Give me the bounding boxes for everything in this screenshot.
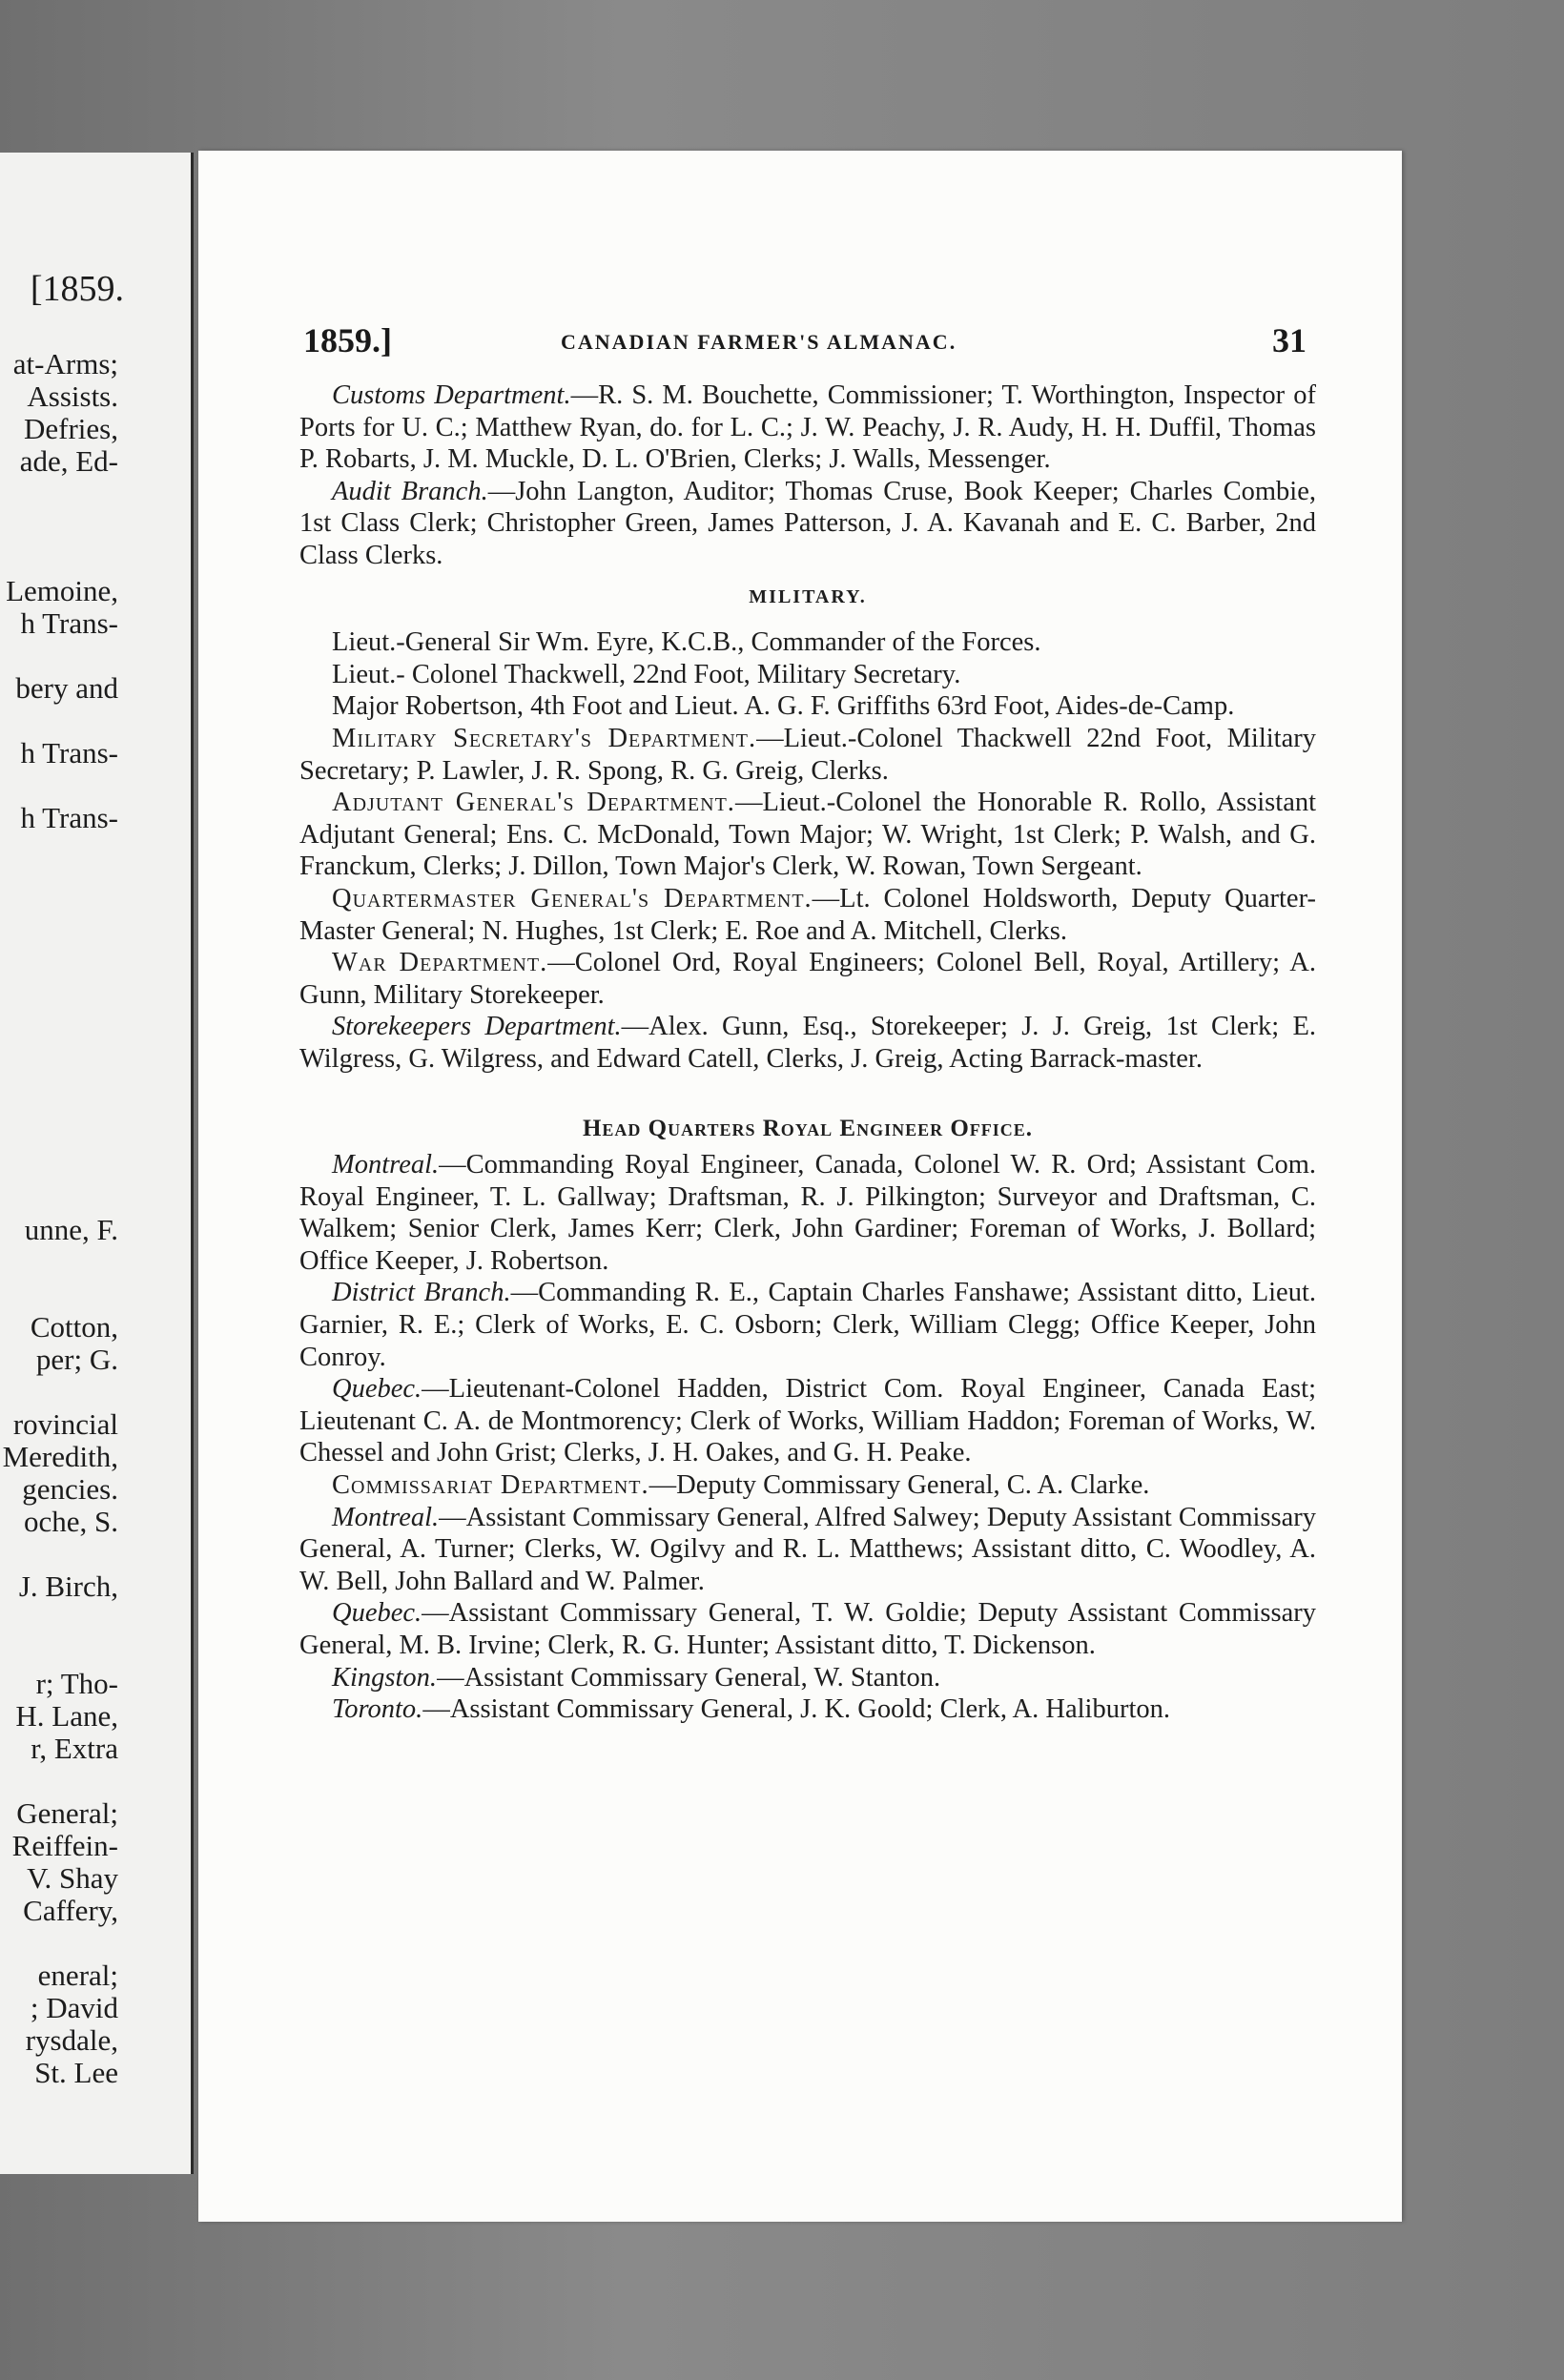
facing-page-line: H. Lane, [15,1699,118,1733]
facing-page-line: rovincial [12,1407,118,1441]
paragraph [299,380,1316,476]
paragraph-label: War Department. [332,948,548,978]
paragraph-label: Kingston. [332,1662,438,1693]
paragraph-label: Montreal. [332,1502,440,1532]
paragraph [299,690,1316,723]
paragraph [299,1502,1316,1598]
paragraph-text: —Alex. Gunn, Esq., Storekeeper; J. J. Greig, 1st Clerk; E. Wilgress, G. Wilgress, and Edward Catell, Clerks, J. Greig, Acting Barrack-master. [299,1012,1316,1074]
paragraph-label: Adjutant General's Department. [332,788,735,818]
page-number: 31 [1272,321,1307,359]
facing-page-edge [0,153,194,2174]
facing-page-line: Meredith, [2,1440,118,1473]
paragraph-text: —Lt. Colonel Holdsworth, Deputy Quarter-Master General; N. Hughes, 1st Clerk; E. Roe and A. Mitchell, Clerks. [299,883,1316,946]
facing-page-line: h Trans- [20,606,118,640]
paragraph-text: —Lieut.-Colonel Thackwell 22nd Foot, Military Secretary; P. Lawler, J. R. Spong, R. G. Greig, Clerks. [299,723,1316,786]
facing-page-line: Lemoine, [6,574,118,607]
paragraph-text: Lieut.-General Sir Wm. Eyre, K.C.B., Commander of the Forces. [332,627,1041,658]
paragraph [299,723,1316,787]
paragraph-label: Quebec. [332,1598,422,1629]
paragraph-label: Quebec. [332,1374,422,1405]
paragraph-text: —Commanding Royal Engineer, Canada, Colonel W. R. Ord; Assistant Com. Royal Engineer, T. L. Gallway; Draftsman, R. J. Pilkington; Surveyor and Draftsman, C. Walkem; Senior Clerk, James Kerr; Clerk, John Gardiner; Foreman of Works, J. Bollard; Office Keeper, J. Robertson. [299,1150,1316,1276]
paragraph-label: Military Secretary's Department. [332,723,757,753]
facing-page-line: Reiffein- [11,1829,118,1862]
paragraph-text: —Commanding R. E., Captain Charles Fanshawe; Assistant ditto, Lieut. Garnier, R. E.; Clerk of Works, E. C. Osborn; Clerk, William Clegg; Office Keeper, John Conroy. [299,1278,1316,1372]
paragraph [299,1373,1316,1469]
facing-page-line: bery and [15,671,118,705]
paragraph [299,1469,1316,1502]
facing-page-line: Defries, [24,412,118,445]
paragraph-label: Customs Department. [332,380,571,410]
section-heading-engineer: Head Quarters Royal Engineer Office. [582,1116,1034,1142]
header-year: 1859.] [303,321,392,359]
paragraph-text: —Assistant Commissary General, T. W. Goldie; Deputy Assistant Commissary General, M. B. Irvine; Clerk, R. G. Hunter; Assistant ditto, T. Dickenson. [299,1598,1316,1660]
paragraph [299,1597,1316,1661]
facing-page-line: Caffery, [23,1894,118,1927]
facing-page-line: oche, S. [23,1505,118,1538]
facing-page-line: gencies. [22,1472,118,1506]
paragraph [299,659,1316,691]
paragraph-label: Toronto. [332,1694,423,1725]
paragraph [299,1149,1316,1277]
facing-page-line: [1859. [30,269,124,309]
facing-page-line: St. Lee [34,2056,118,2089]
facing-page-line: rysdale, [25,2023,118,2057]
facing-page-line: Cotton, [30,1310,118,1344]
facing-page-line: ade, Ed- [19,444,118,478]
paragraph [299,1011,1316,1075]
facing-page-line: r; Tho- [35,1667,118,1700]
facing-page-line: r, Extra [31,1732,118,1765]
paragraph-text: —Assistant Commissary General, Alfred Salwey; Deputy Assistant Commissary General, A. Turner; Clerks, W. Ogilvy and R. L. Matthews; Assistant ditto, C. Woodley, A. W. Bell, John Ballard and W. Palmer. [299,1502,1316,1596]
paragraph-text: —John Langton, Auditor; Thomas Cruse, Book Keeper; Charles Combie, 1st Class Clerk; Christopher Green, James Patterson, J. A. Kavanah and E. C. Barber, 2nd Class Clerks. [299,476,1316,570]
paragraph-text: —Colonel Ord, Royal Engineers; Colonel Bell, Royal, Artillery; A. Gunn, Military Storekeeper. [299,948,1316,1010]
almanac-page [198,151,1402,2222]
facing-page-line: h Trans- [20,736,118,769]
header-title: CANADIAN FARMER'S ALMANAC. [561,330,957,354]
paragraph-label: Storekeepers Department. [332,1012,622,1042]
facing-page-line: Assists. [27,380,118,413]
paragraph-text: —Assistant Commissary General, W. Stanton. [437,1662,941,1693]
facing-page-line: unne, F. [24,1213,118,1246]
paragraph-text: —Assistant Commissary General, J. K. Goold; Clerk, A. Haliburton. [422,1694,1170,1725]
paragraph-text: —Lieutenant-Colonel Hadden, District Com. Royal Engineer, Canada East; Lieutenant C. A. de Montmorency; Clerk of Works, William Haddon; Foreman of Works, W. Chessel and John Grist; Clerks, J. H. Oakes, and G. H. Peake. [299,1374,1316,1468]
facing-page-line: eneral; [37,1959,118,1992]
paragraph-text: —R. S. M. Bouchette, Commissioner; T. Worthington, Inspector of Ports for U. C.; Matthew Ryan, do. for L. C.; J. W. Peachy, J. R. Audy, H. H. Duffil, Thomas P. Robarts, J. M. Muckle, D. L. O'Brien, Clerks; J. Walls, Messenger. [299,380,1317,475]
running-header [198,320,1402,378]
paragraph [299,1277,1316,1373]
paragraph [299,883,1316,947]
paragraph [299,1693,1316,1726]
page-body [299,380,1316,1726]
facing-page-line: ; David [30,1991,118,2024]
facing-page-line: per; G. [35,1343,118,1376]
paragraph [299,476,1316,572]
facing-page-line: V. Shay [27,1861,118,1895]
paragraph-label: District Branch. [332,1278,511,1308]
facing-page-line: General; [16,1796,118,1830]
section-heading-military: MILITARY. [749,585,867,607]
paragraph-label: Audit Branch. [332,476,488,506]
paragraph-text: Major Robertson, 4th Foot and Lieut. A. G. F. Griffiths 63rd Foot, Aides-de-Camp. [332,691,1235,722]
paragraph-text: Lieut.- Colonel Thackwell, 22nd Foot, Military Secretary. [332,659,961,689]
paragraph-label: Montreal. [332,1150,440,1180]
paragraph-text: —Deputy Commissary General, C. A. Clarke. [648,1470,1150,1500]
paragraph [299,787,1316,883]
paragraph [299,626,1316,659]
paragraph [299,1662,1316,1694]
facing-page-line: J. Birch, [18,1570,118,1603]
paragraph-label: Quartermaster General's Department. [332,883,813,913]
paragraph-text: —Lieut.-Colonel the Honorable R. Rollo, Assistant Adjutant General; Ens. C. McDonald, Town Major; W. Wright, 1st Clerk; P. Walsh, and G. Franckum, Clerks; J. Dillon, Town Major's Clerk, W. Rowan, Town Sergeant. [299,788,1317,882]
paragraph [299,947,1316,1011]
facing-page-line: at-Arms; [12,347,118,380]
facing-page-line: h Trans- [20,801,118,834]
paragraph-label: Commissariat Department. [332,1470,649,1500]
